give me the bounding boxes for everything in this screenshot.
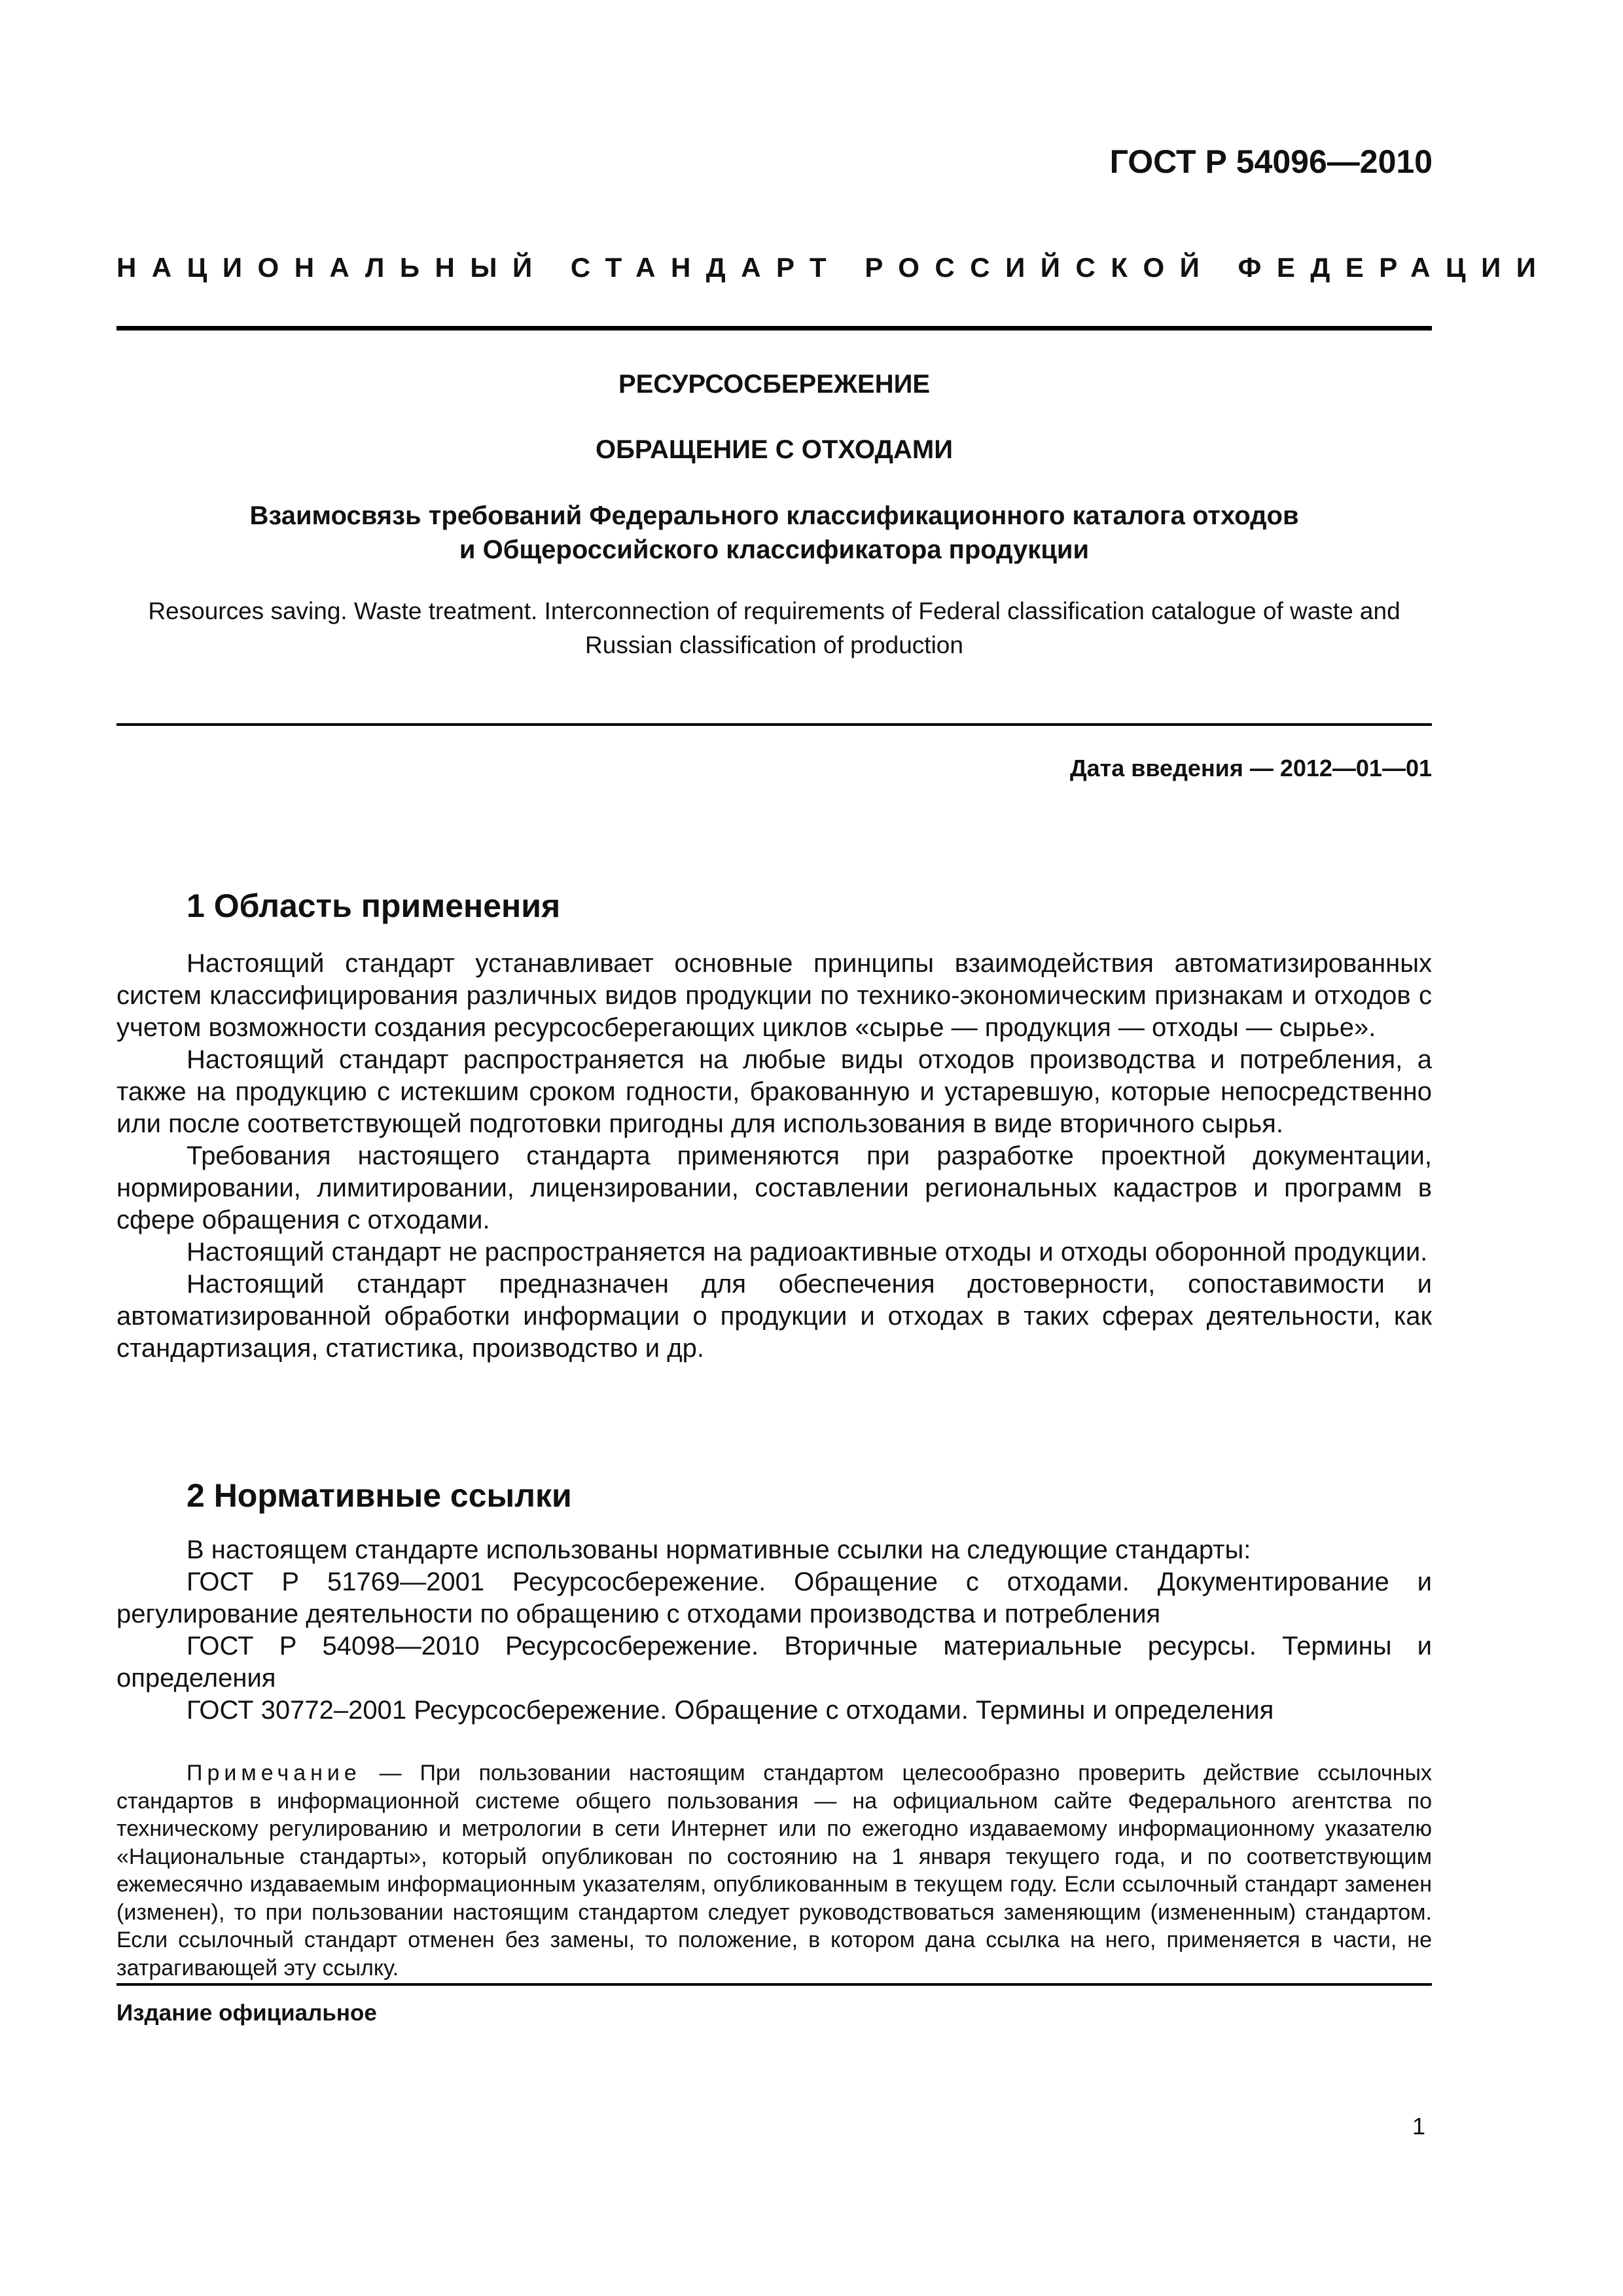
english-title: [116, 594, 1432, 662]
section-2-body: [116, 1534, 1432, 1727]
title-line-2: ОБРАЩЕНИЕ С ОТХОДАМИ: [595, 435, 953, 464]
introduction-date: Дата введения — 2012—01—01: [1069, 755, 1432, 781]
title-line-3: [116, 499, 1432, 567]
section-1-heading: 1 Область применения: [187, 888, 561, 924]
title-line-1: РЕСУРСОСБЕРЕЖЕНИЕ: [618, 370, 931, 399]
section-1-body: [116, 948, 1432, 1365]
reference-gost-54098: ГОСТ Р 54098—2010 Ресурсосбережение. Вторичные материальные ресурсы. Термины и определения: [116, 1632, 1432, 1693]
footer-rule: [116, 1983, 1432, 1986]
document-code: ГОСТ Р 54096—2010: [1109, 143, 1433, 180]
note-text: — При пользовании настоящим стандартом целесообразно проверить действие ссылочных стандартов в информационной системе общего пользования — на официальном сайте Федерального агентства по техническому регулированию и метрологии в сети Интернет или по ежегодно издаваемому информационному указателю «Национальные стандарты», который опубликован по состоянию на 1 января текущего года, и по соответствующим ежемесячно издаваемым информационным указателям, опубликованным в текущем году. Если ссылочный стандарт заменен (изменен), то при пользовании настоящим стандартом следует руководствоваться заменяющим (измененным) стандартом. Если ссылочный стандарт отменен без замены, то положение, в котором дана ссылка на него, применяется в части, не затрагивающей эту ссылку.: [116, 1761, 1432, 1981]
official-edition-label: Издание официальное: [116, 2000, 377, 2026]
note-block: [116, 1759, 1432, 1982]
section-1-paragraph: Настоящий стандарт устанавливает основные принципы взаимодействия автоматизированных систем классифицирования различных видов продукции по технико-экономическим признакам и отходов с учетом возможности создания ресурсосберегающих циклов «сырье — продукция — отходы — сырье».: [116, 949, 1432, 1042]
title-bottom-rule: [116, 723, 1432, 726]
section-1-paragraph: Настоящий стандарт предназначен для обеспечения достоверности, сопоставимости и автоматизированной обработки информации о продукции и отходах в таких сферах деятельности, как стандартизация, статистика, производство и др.: [116, 1270, 1432, 1363]
section-1-paragraph: Настоящий стандарт не распространяется на радиоактивные отходы и отходы оборонной продукции.: [187, 1238, 1428, 1266]
title-line-3b: и Общероссийского классификатора продукции: [459, 535, 1090, 564]
english-title-b: Russian classification of production: [585, 632, 963, 658]
section-2-heading: 2 Нормативные ссылки: [187, 1477, 572, 1514]
note-paragraph: [116, 1759, 1432, 1982]
national-standard-banner: НАЦИОНАЛЬНЫЙ СТАНДАРТ РОССИЙСКОЙ ФЕДЕРАЦИИ: [116, 252, 1552, 283]
page-number: 1: [1412, 2113, 1425, 2140]
section-2-paragraph: В настоящем стандарте использованы нормативные ссылки на следующие стандарты:: [187, 1535, 1251, 1564]
top-thick-rule: [116, 326, 1432, 331]
section-1-paragraph: Требования настоящего стандарта применяются при разработке проектной документации, нормировании, лимитировании, лицензировании, составлении региональных кадастров и программ в сфере обращения с отходами.: [116, 1141, 1432, 1234]
section-1-paragraph: Настоящий стандарт распространяется на любые виды отходов производства и потребления, а также на продукцию с истекшим сроком годности, бракованную и устаревшую, которые непосредственно или после соответствующей подготовки пригодны для использования в виде вторичного сырья.: [116, 1045, 1432, 1138]
reference-gost-30772: ГОСТ 30772–2001 Ресурсосбережение. Обращение с отходами. Термины и определения: [187, 1696, 1274, 1725]
title-line-3a: Взаимосвязь требований Федерального классификационного каталога отходов: [249, 501, 1299, 530]
note-label: Примечание: [187, 1761, 361, 1785]
english-title-a: Resources saving. Waste treatment. Interconnection of requirements of Federal classification catalogue of waste and: [148, 598, 1400, 624]
reference-gost-51769: ГОСТ Р 51769—2001 Ресурсосбережение. Обращение с отходами. Документирование и регулирование деятельности по обращению с отходами производства и потребления: [116, 1568, 1432, 1628]
